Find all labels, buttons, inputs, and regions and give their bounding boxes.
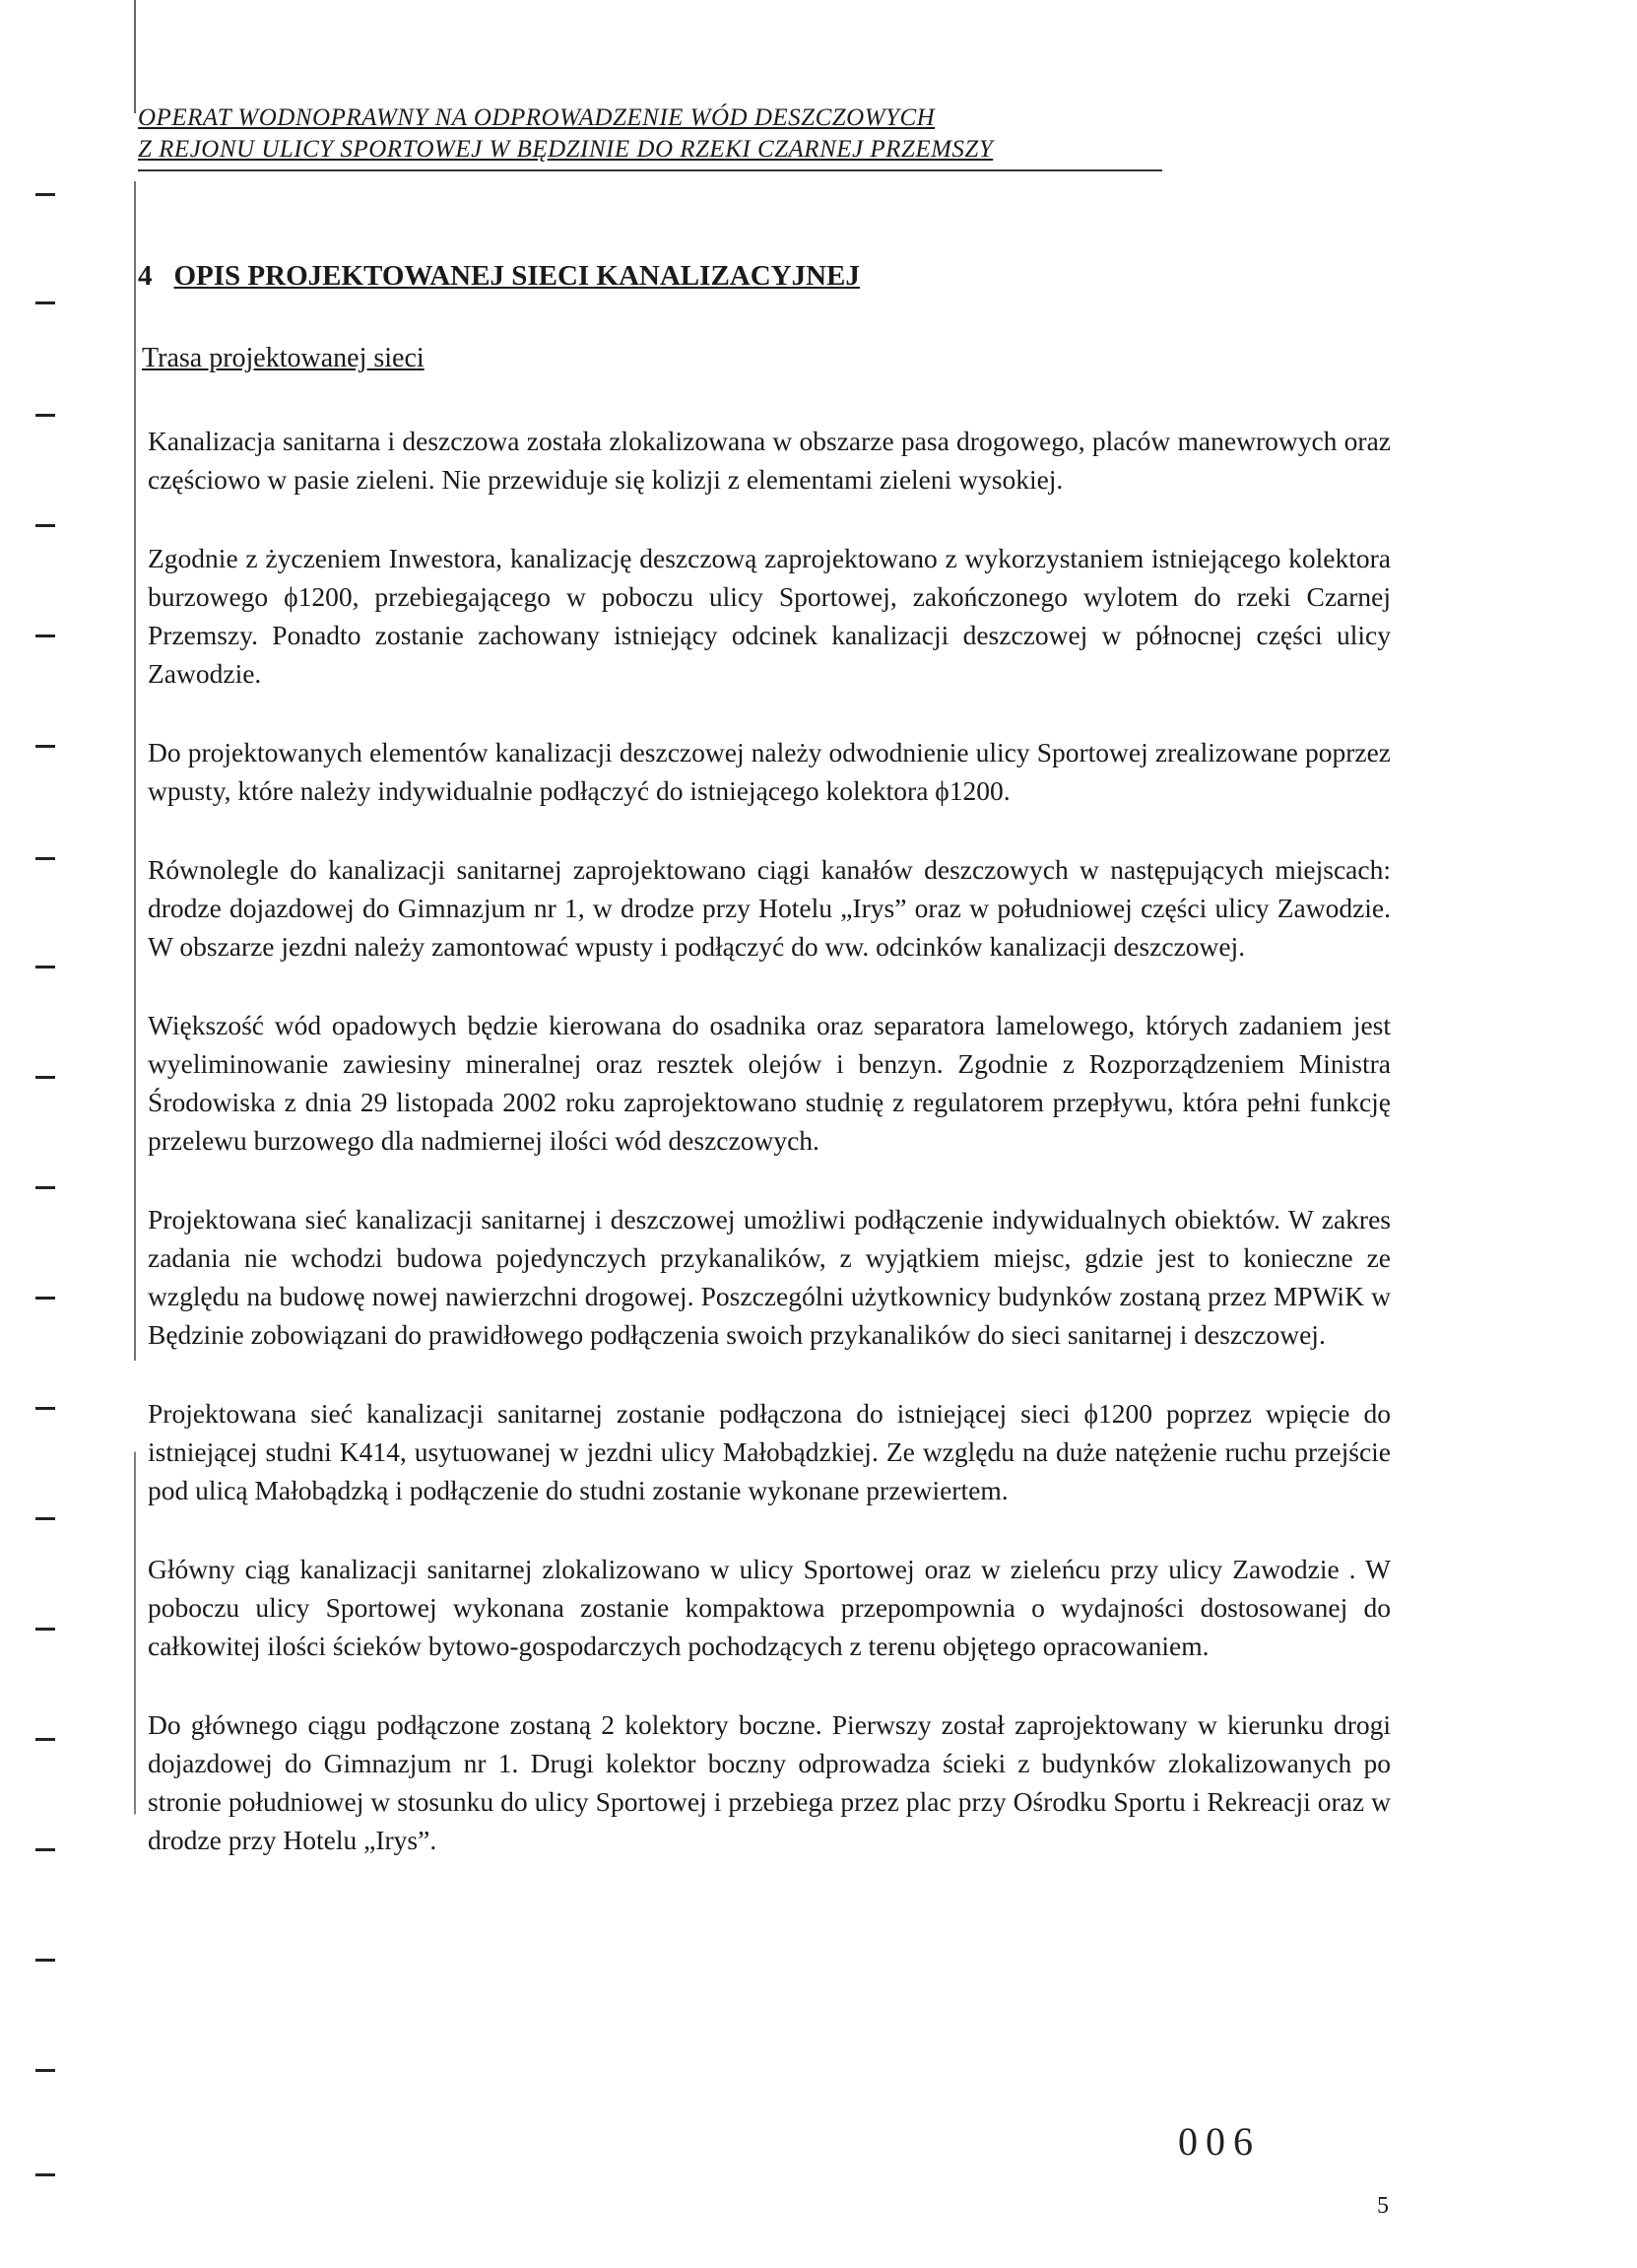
paragraph: Do głównego ciągu podłączone zostaną 2 kolektory boczne. Pierwszy został zaprojektowany w kierunku drogi dojazdowej do Gimnazjum nr 1. Drugi kolektor boczny odprowadza ścieki z budynków zlokalizowanych po stronie południowej w stosunku do ulicy Sportowej i przebiega przez plac przy Ośrodku Sportu i Rekreacji oraz w drodze przy Hotelu „Irys”. (148, 1709, 1391, 1855)
paragraph: Projektowana sieć kanalizacji sanitarnej i deszczowej umożliwi podłączenie indywidualnych obiektów. W zakres zadania nie wchodzi budowa pojedynczych przykanalików, z wyjątkiem miejsc, gdzie jest to konieczne ze względu na budowę nowej nawierzchni drogowej. Poszczególni użytkownicy budynków zostaną przez MPWiK w Będzinie zobowiązani do prawidłowego podłączenia swoich przykanalików do sieci sanitarnej i deszczowej. (148, 1204, 1391, 1350)
paragraph: Główny ciąg kanalizacji sanitarnej zlokalizowano w ulicy Sportowej oraz w zieleńcu przy ulicy Zawodzie . W poboczu ulicy Sportowej wykonana zostanie kompaktowa przepompownia o wydajności dostosowanej do całkowitej ilości ścieków bytowo-gospodarczych pochodzących z terenu objętego opracowaniem. (148, 1554, 1391, 1661)
scan-edge-mark (35, 1407, 55, 1410)
paragraph: Do projektowanych elementów kanalizacji deszczowej należy odwodnienie ulicy Sportowej zrealizowane poprzez wpusty, które należy indywidualnie podłączyć do istniejącego kolektora ϕ1200. (148, 737, 1391, 806)
scan-edge-mark (35, 2069, 55, 2072)
scan-edge-mark (35, 301, 55, 304)
paragraph: Projektowana sieć kanalizacji sanitarnej zostanie podłączona do istniejącej sieci ϕ1200 poprzez wpięcie do istniejącej studni K414, usytuowanej w jezdni ulicy Małobądzkiej. Ze względu na duże natężenie ruchu przejście pod ulicą Małobądzką i podłączenie do studni zostanie wykonane przewiertem. (148, 1398, 1391, 1505)
scan-edge-mark (35, 1959, 55, 1962)
scan-edge-mark (35, 1517, 55, 1520)
document-header (138, 102, 1123, 166)
paragraph: Zgodnie z życzeniem Inwestora, kanalizację deszczową zaprojektowano z wykorzystaniem istniejącego kolektora burzowego ϕ1200, przebiegającego w poboczu ulicy Sportowej, zakończonego wylotem do rzeki Czarnej Przemszy. Ponadto zostanie zachowany istniejący odcinek kanalizacji deszczowej w północnej części ulicy Zawodzie. (148, 543, 1391, 689)
scan-edge-mark (35, 966, 55, 968)
section-number: 4 (138, 260, 153, 292)
scan-edge-mark (35, 1186, 55, 1189)
paragraph: Kanalizacja sanitarna i deszczowa została zlokalizowana w obszarze pasa drogowego, placów manewrowych oraz częściowo w pasie zieleni. Nie przewiduje się kolizji z elementami zieleni wysokiej. (148, 426, 1391, 495)
scan-edge-mark (35, 1848, 55, 1851)
scan-edge-mark (35, 193, 55, 196)
header-line-1: OPERAT WODNOPRAWNY NA ODPROWADZENIE WÓD DESZCZOWYCH (138, 104, 936, 131)
section-heading (138, 260, 860, 293)
scan-edge-mark (35, 1738, 55, 1741)
page-number: 5 (1377, 2193, 1389, 2219)
scan-edge-mark (35, 1297, 55, 1300)
scan-edge-mark (35, 1628, 55, 1631)
scan-edge-mark (35, 857, 55, 860)
header-rule (138, 169, 1162, 171)
section-title: OPIS PROJEKTOWANEJ SIECI KANALIZACYJNEJ (173, 260, 860, 292)
scan-edge-mark (35, 414, 55, 417)
scan-edge-mark (35, 2173, 55, 2176)
document-stamp-number: 006 (1178, 2119, 1261, 2164)
scan-margin-line (134, 0, 136, 2268)
scan-edge-mark (35, 1076, 55, 1079)
header-line-2: Z REJONU ULICY SPORTOWEJ W BĘDZINIE DO RZEKI CZARNEJ PRZEMSZY (138, 136, 994, 163)
subsection-title: Trasa projektowanej sieci (142, 343, 425, 373)
scan-edge-mark (35, 524, 55, 527)
paragraph: Równolegle do kanalizacji sanitarnej zaprojektowano ciągi kanałów deszczowych w następujących miejscach: drodze dojazdowej do Gimnazjum nr 1, w drodze przy Hotelu „Irys” oraz w południowej części ulicy Zawodzie. W obszarze jezdni należy zamontować wpusty i podłączyć do ww. odcinków kanalizacji deszczowej. (148, 854, 1391, 962)
scan-edge-mark (35, 634, 55, 637)
document-body (148, 422, 1391, 1900)
paragraph: Większość wód opadowych będzie kierowana do osadnika oraz separatora lamelowego, których zadaniem jest wyeliminowanie zawiesiny mineralnej oraz resztek olejów i benzyn. Zgodnie z Rozporządzeniem Ministra Środowiska z dnia 29 listopada 2002 roku zaprojektowano studnię z regulatorem przepływu, która pełni funkcję przelewu burzowego dla nadmiernej ilości wód deszczowych. (148, 1010, 1391, 1156)
scan-edge-mark (35, 745, 55, 748)
